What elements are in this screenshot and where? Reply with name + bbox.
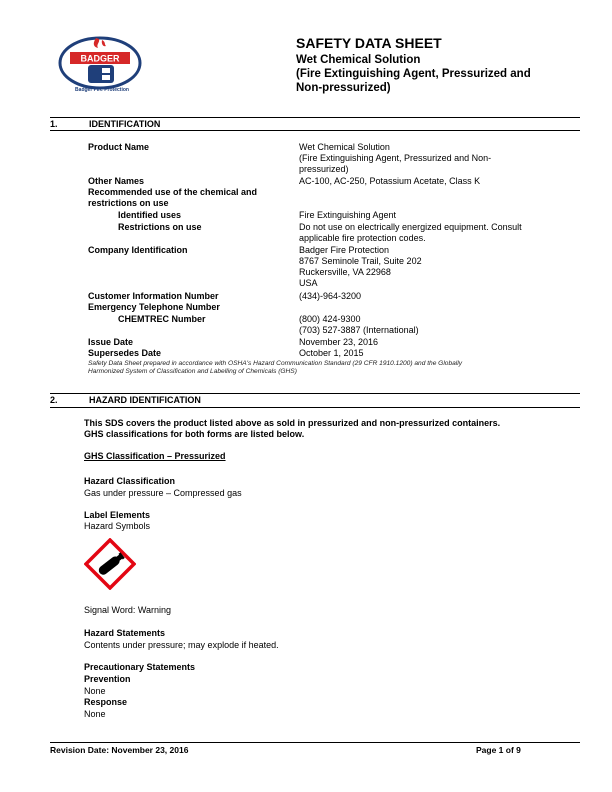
- product-name-line-3: pressurized): [299, 164, 349, 174]
- restrictions-value: [299, 222, 522, 244]
- issue-date-label: Issue Date: [88, 337, 134, 347]
- recommended-use-line-2: restrictions on use: [88, 198, 169, 208]
- precautionary-statements-label: Precautionary Statements: [84, 662, 196, 672]
- label-elements-heading: Label Elements: [84, 510, 151, 520]
- gas-cylinder-pictogram-icon: [84, 538, 136, 590]
- prevention-value: None: [84, 686, 106, 696]
- response-value: None: [84, 709, 106, 719]
- emergency-label: Emergency Telephone Number: [88, 302, 220, 312]
- identified-uses-value: Fire Extinguishing Agent: [299, 210, 397, 220]
- hazard-intro-line-2: GHS classifications for both forms are listed below.: [84, 429, 305, 439]
- prevention-label: Prevention: [84, 674, 131, 684]
- product-name-label: Product Name: [88, 142, 150, 152]
- hazard-statements-value: Contents under pressure; may explode if heated.: [84, 640, 279, 650]
- supersedes-value: October 1, 2015: [299, 348, 364, 358]
- chemtrec-domestic: (800) 424-9300: [299, 314, 361, 324]
- section-1-title: IDENTIFICATION: [89, 119, 161, 129]
- section-1-top-rule: [50, 117, 580, 118]
- restrictions-line-2: applicable fire protection codes.: [299, 233, 426, 243]
- note-line-2: Harmonized System of Classification and Labelling of Chemicals (GHS): [88, 368, 297, 375]
- ghs-classification-heading: GHS Classification – Pressurized: [84, 451, 226, 461]
- note-line-1: Safety Data Sheet prepared in accordance with OSHA's Hazard Communication Standard (29 CFR 1910.1200) and the Globally: [88, 360, 463, 367]
- company-name: Badger Fire Protection: [299, 245, 390, 255]
- other-names-label: Other Names: [88, 176, 145, 186]
- identified-uses-label: Identified uses: [118, 210, 182, 220]
- section-2-bottom-rule: [50, 407, 580, 408]
- issue-date-value: November 23, 2016: [299, 337, 379, 347]
- section-2-top-rule: [50, 393, 580, 394]
- product-name-line-1: Wet Chemical Solution: [299, 142, 390, 152]
- footer-rule: [50, 742, 580, 743]
- section-1-number: 1.: [50, 119, 58, 129]
- section-1-bottom-rule: [50, 130, 580, 131]
- product-name-line-2: (Fire Extinguishing Agent, Pressurized and Non-: [299, 153, 492, 163]
- product-name-value: [299, 142, 491, 175]
- company-city: Ruckersville, VA 22968: [299, 267, 391, 277]
- hazard-symbols-label: Hazard Symbols: [84, 521, 151, 531]
- subtitle-line-3: Non-pressurized): [296, 82, 391, 94]
- customer-info-label: Customer Information Number: [88, 291, 219, 301]
- company-country: USA: [299, 278, 318, 288]
- subtitle-line-2: (Fire Extinguishing Agent, Pressurized and: [296, 68, 531, 80]
- supersedes-label: Supersedes Date: [88, 348, 162, 358]
- other-names-value: AC-100, AC-250, Potassium Acetate, Class K: [299, 176, 481, 186]
- document-subtitle: [296, 53, 586, 95]
- hazard-intro-line-1: This SDS covers the product listed above as sold in pressurized and non-pressurized containers.: [84, 418, 501, 428]
- chemtrec-values: [299, 314, 419, 336]
- company-address: [299, 245, 422, 289]
- section-2-title: HAZARD IDENTIFICATION: [89, 395, 201, 405]
- restrictions-line-1: Do not use on electrically energized equipment. Consult: [299, 222, 522, 232]
- product-title: Wet Chemical Solution: [296, 54, 421, 66]
- section-2-number: 2.: [50, 395, 58, 405]
- sds-preparation-note: [88, 360, 588, 376]
- chemtrec-international: (703) 527-3887 (International): [299, 325, 419, 335]
- recommended-use-line-1: Recommended use of the chemical and: [88, 187, 258, 197]
- logo-wordmark: BADGER: [80, 53, 120, 64]
- logo-caption: Badger Fire Protection: [75, 87, 129, 93]
- hazard-statements-label: Hazard Statements: [84, 628, 166, 638]
- recommended-use-label: [88, 187, 257, 209]
- hazard-classification-value: Gas under pressure – Compressed gas: [84, 488, 242, 498]
- company-label: Company Identification: [88, 245, 188, 255]
- signal-word: Signal Word: Warning: [84, 605, 172, 615]
- page-number: Page 1 of 9: [476, 745, 521, 755]
- revision-date: Revision Date: November 23, 2016: [50, 745, 189, 755]
- company-street: 8767 Seminole Trail, Suite 202: [299, 256, 422, 266]
- hazard-intro: [84, 418, 584, 440]
- document-title: SAFETY DATA SHEET: [296, 35, 442, 51]
- restrictions-label: Restrictions on use: [118, 222, 202, 232]
- customer-info-value: (434)-964-3200: [299, 291, 362, 301]
- chemtrec-label: CHEMTREC Number: [118, 314, 206, 324]
- hazard-classification-label: Hazard Classification: [84, 476, 176, 486]
- response-label: Response: [84, 697, 128, 707]
